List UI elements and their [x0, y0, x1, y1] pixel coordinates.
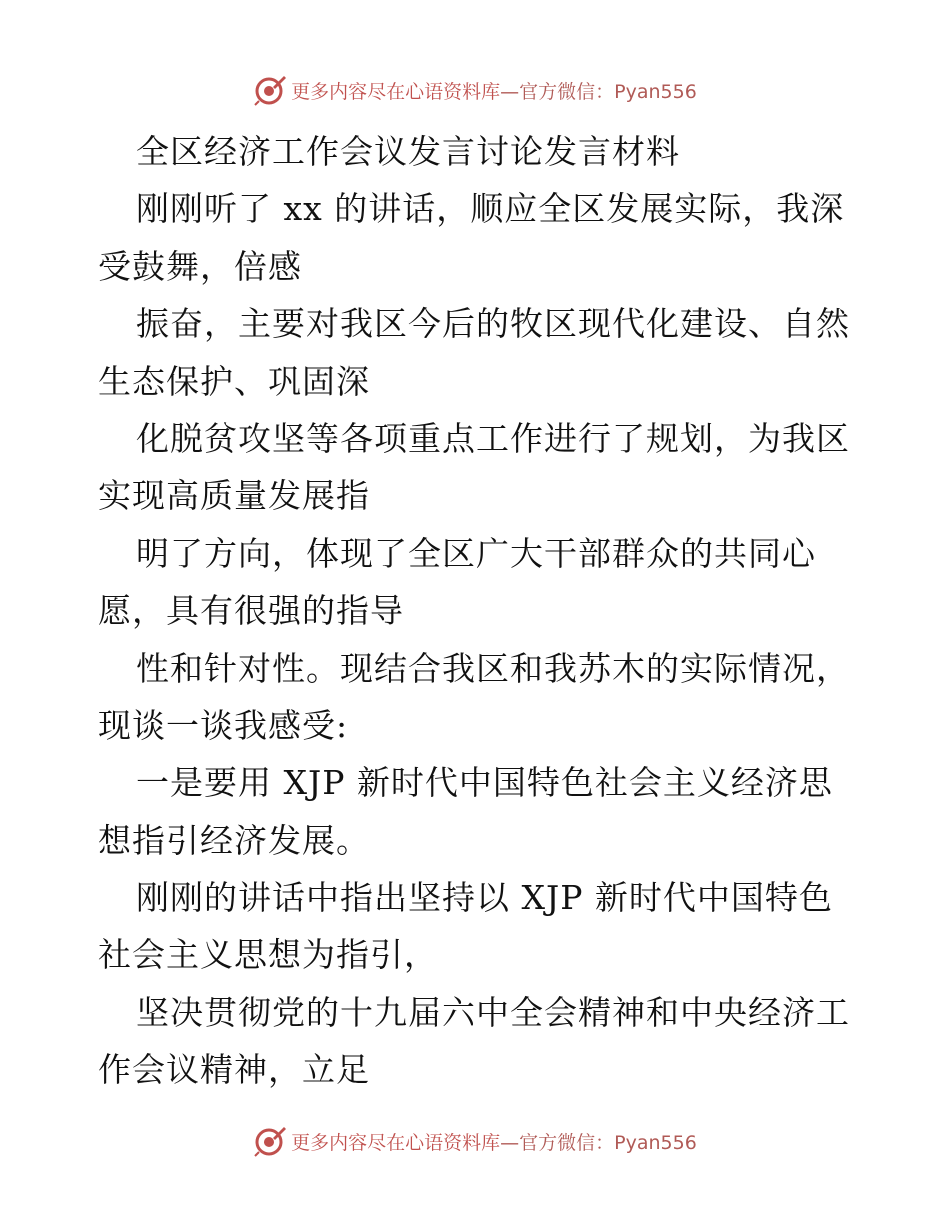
paragraph-line: 一是要用 XJP 新时代中国特色社会主义经济思: [136, 763, 833, 803]
paragraph-line: 愿，具有很强的指导: [98, 591, 404, 631]
banner-separator: —: [500, 80, 520, 103]
banner-contact-text: 官方微信：Pyan556: [519, 80, 697, 103]
banner-contact-text: 官方微信：Pyan556: [519, 1131, 697, 1154]
footer-watermark-banner: [0, 1121, 950, 1161]
paragraph-line: 实现高质量发展指: [98, 476, 370, 516]
paragraph-line: 作会议精神，立足: [98, 1050, 370, 1090]
paragraph-line: 社会主义思想为指引，: [98, 935, 438, 975]
paragraph-line: 受鼓舞，倍感: [98, 246, 302, 286]
banner-separator: —: [500, 1131, 520, 1154]
banner-brand-text: 更多内容尽在心语资料库: [291, 80, 501, 103]
header-watermark-banner: [0, 70, 950, 110]
quill-seal-icon: [253, 1124, 287, 1158]
document-body: [98, 123, 858, 1099]
paragraph-line: 明了方向，体现了全区广大干部群众的共同心: [136, 533, 816, 573]
paragraph-line: 想指引经济发展。: [98, 820, 370, 860]
banner-brand-text: 更多内容尽在心语资料库: [291, 1131, 501, 1154]
quill-seal-icon: [253, 73, 287, 107]
paragraph-line: 化脱贫攻坚等各项重点工作进行了规划，为我区: [136, 418, 850, 458]
paragraph-line: 刚刚听了 xx 的讲话，顺应全区发展实际，我深: [136, 189, 845, 229]
document-title: 全区经济工作会议发言讨论发言材料: [136, 132, 680, 171]
paragraph-line: 性和针对性。现结合我区和我苏木的实际情况，: [136, 648, 850, 688]
paragraph-line: 坚决贯彻党的十九届六中全会精神和中央经济工: [136, 992, 850, 1032]
paragraph-line: 生态保护、巩固深: [98, 361, 370, 401]
paragraph-line: 刚刚的讲话中指出坚持以 XJP 新时代中国特色: [136, 878, 833, 918]
paragraph-line: 振奋，主要对我区今后的牧区现代化建设、自然: [136, 304, 850, 344]
paragraph-line: 现谈一谈我感受:: [98, 705, 349, 745]
